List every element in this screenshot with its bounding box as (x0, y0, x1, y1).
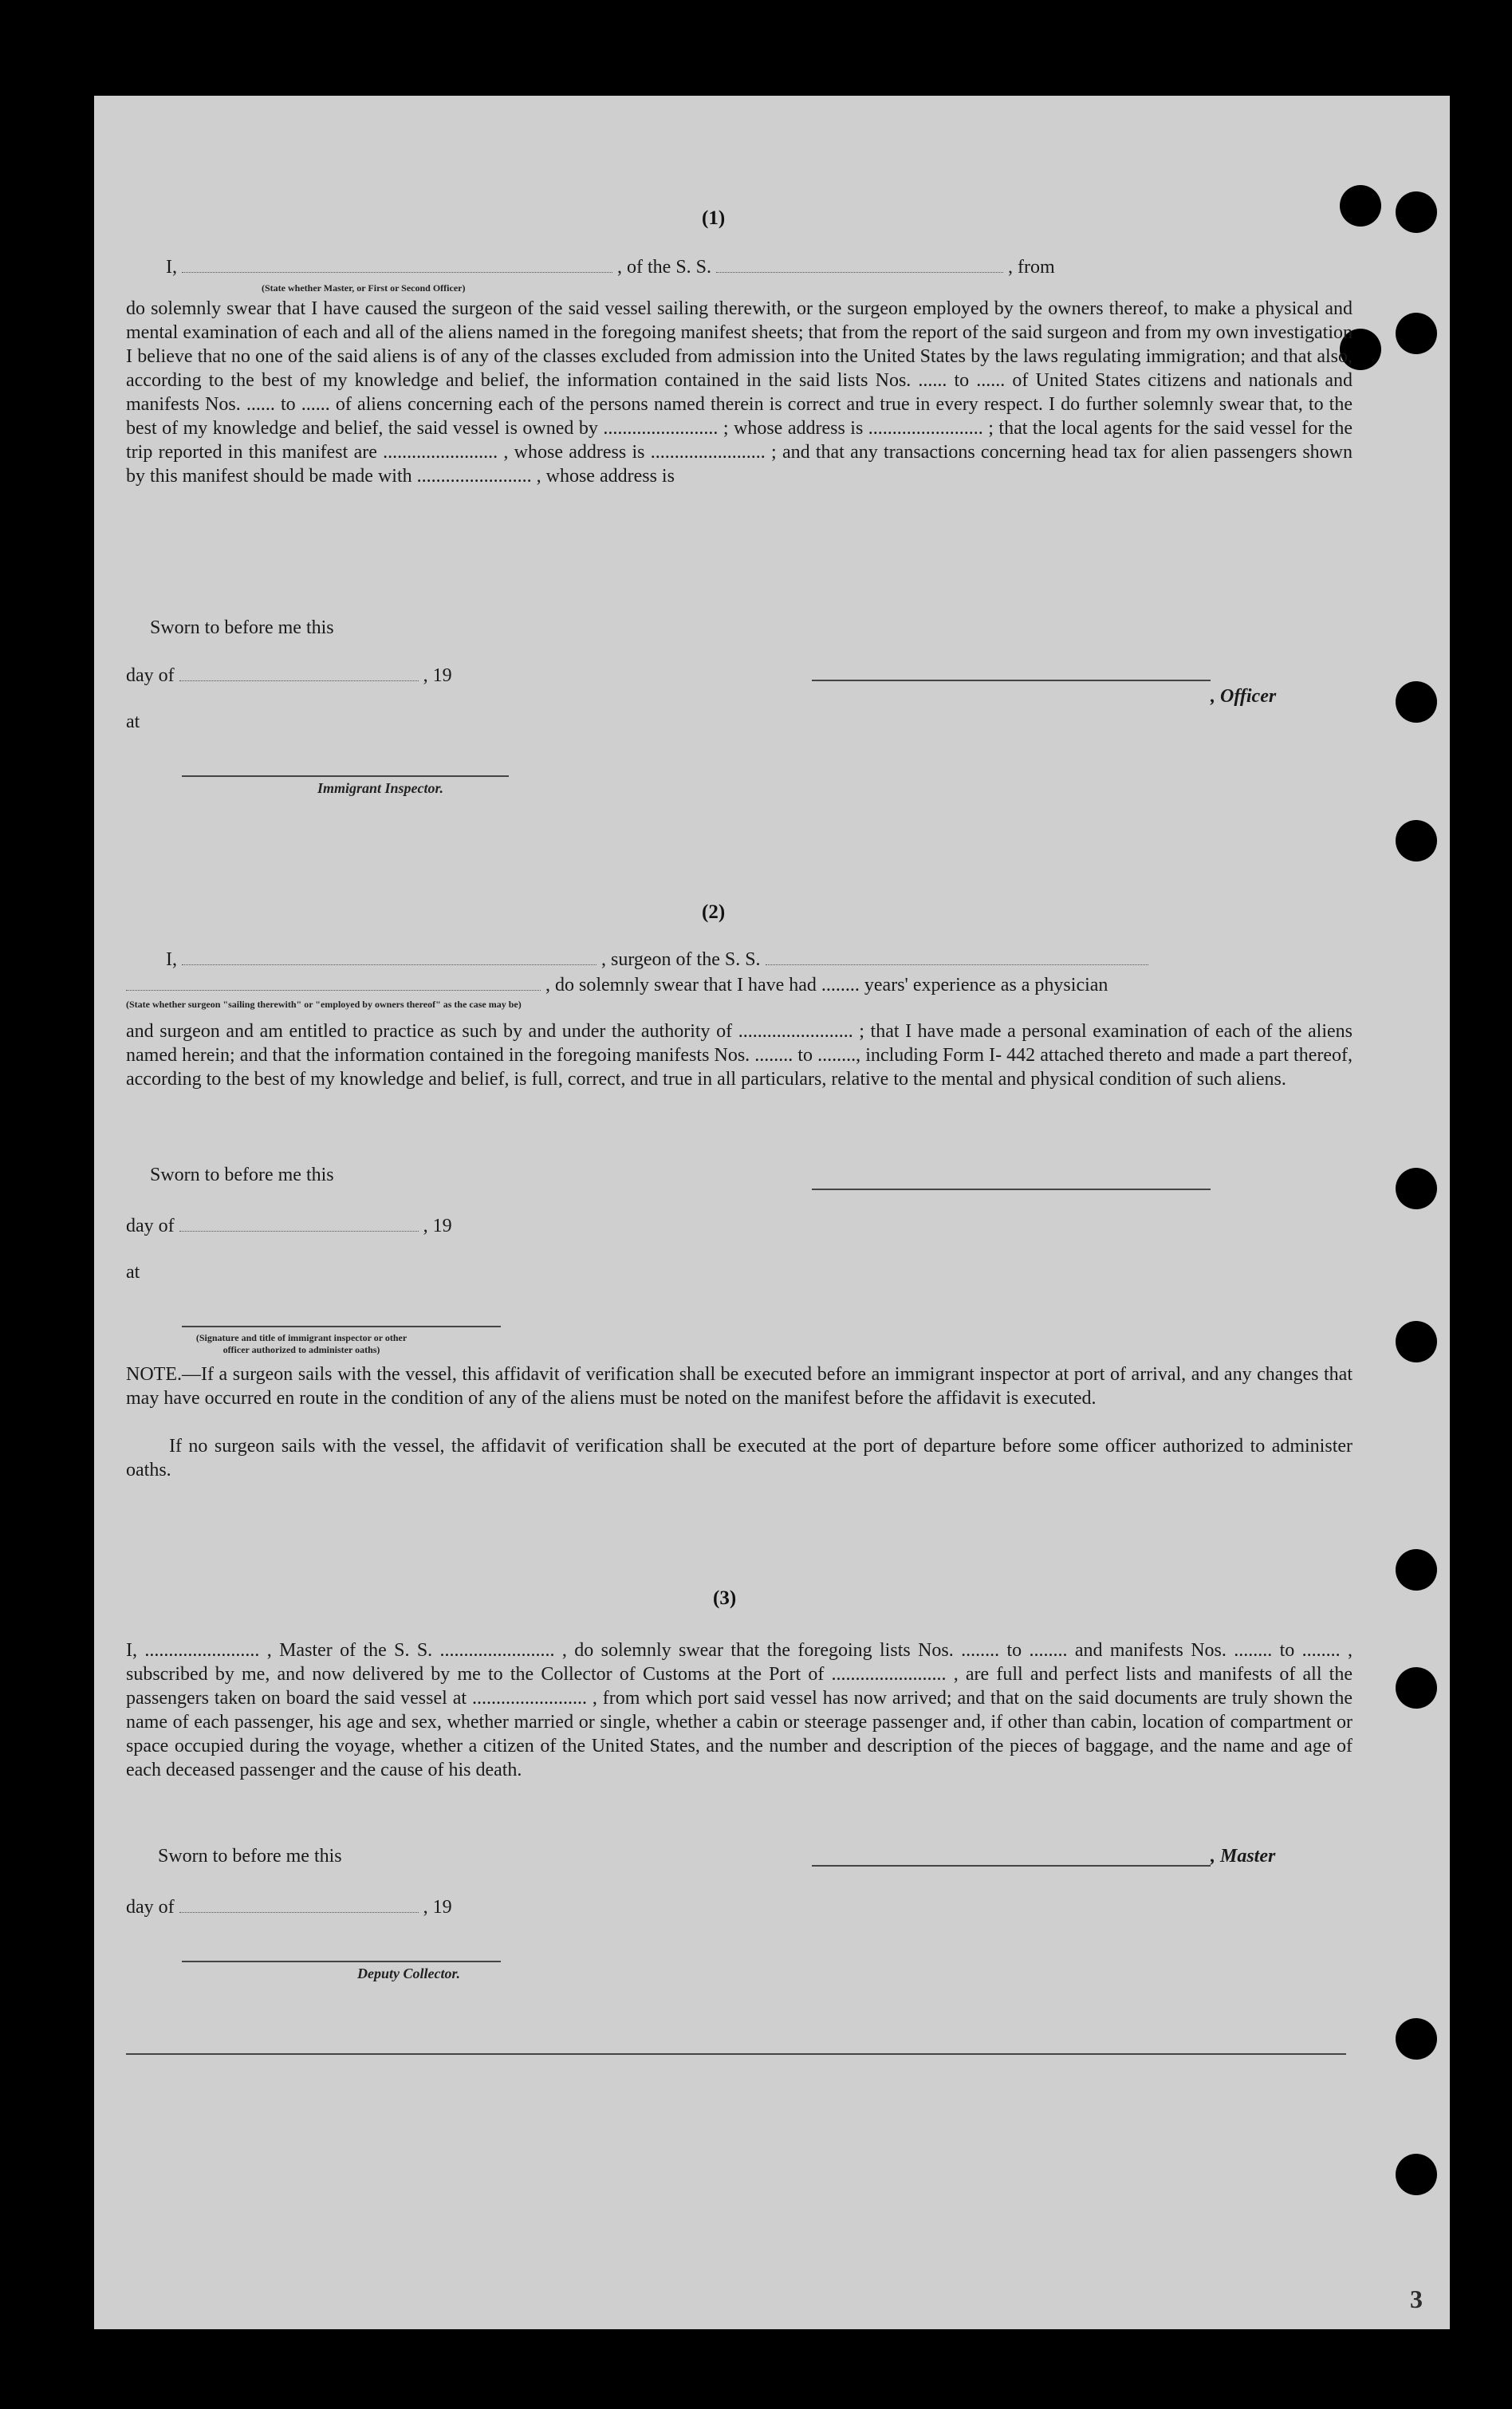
officer-note: (State whether Master, or First or Second Officer) (262, 282, 466, 294)
signature-line (182, 775, 509, 777)
section-3-paragraph: I, ........................ , Master of the S. S. ........................ , do solemnly swear that the foregoing lists Nos. ........ to ........ and manifests Nos. ........ to ........ , subscribed by me, and now delivered by me to the Collector of Customs at the Port of ........................ , are full and perfect lists and manifests of all the passengers taken on board the said vessel at ........................ , from which port said vessel has now arrived; and that on the said documents are truly shown the name of each passenger, his age and sex, whether married or single, whether a cabin or steerage passenger and, if other than cabin, location of compartment or space occupied during the voyage, whether a citizen of the United States, and the number and description of the pieces of baggage, and the name and age of each deceased passenger and the cause of his death. (126, 1640, 1353, 1780)
signature-line (182, 1961, 501, 1962)
sworn-line: Sworn to before me this (150, 617, 334, 638)
day-of-label: day of (126, 1897, 175, 1918)
document-sheet (94, 96, 1450, 2329)
day-of-line (126, 1214, 604, 1238)
day-of-label: day of (126, 1216, 175, 1236)
section-number: (3) (713, 1587, 737, 1609)
section-2-line-1 (166, 948, 1346, 972)
day-of-line (126, 664, 604, 688)
binder-hole (1396, 820, 1437, 861)
line-middle: , of the S. S. (617, 257, 712, 278)
line-end: , from (1008, 257, 1055, 278)
signature-line (812, 1865, 1211, 1867)
signature-line (812, 680, 1211, 681)
binder-hole (1396, 1667, 1437, 1709)
line-middle: , surgeon of the S. S. (601, 949, 761, 970)
officer-label: , Officer (1211, 686, 1277, 707)
sworn-line: Sworn to before me this (158, 1846, 342, 1867)
section-number: (2) (702, 901, 726, 923)
section-number: (1) (702, 207, 726, 229)
binder-hole (1396, 2154, 1437, 2195)
at-label: at (126, 1262, 140, 1283)
at-label: at (126, 712, 140, 732)
day-of-line (126, 1895, 604, 1919)
year-label: , 19 (423, 1897, 452, 1918)
section-2-line-2 (126, 973, 1354, 997)
immigrant-inspector-label: Immigrant Inspector. (317, 780, 444, 796)
binder-hole (1396, 1321, 1437, 1362)
signature-line (812, 1189, 1211, 1190)
section-2-paragraph: and surgeon and am entitled to practice as such by and under the authority of ........................ ; that I have made a personal examination of each of the aliens named herein; and that the information contained in the foregoing manifests Nos. ........ to ........, including Form I- 442 attached thereto and made a part thereof, according to the best of my knowledge and belief, is full, correct, and true in all particulars, relative to the mental and physical condition of such aliens. (126, 1021, 1353, 1090)
signature-line (182, 1326, 501, 1327)
note-text: NOTE.—If a surgeon sails with the vessel, this affidavit of verification shall be executed before an immigrant inspector at port of arrival, and any changes that may have occurred en route in the condition of any of the aliens must be noted on the manifest before the affidavit is executed. (126, 1364, 1353, 1409)
deputy-collector-label: Deputy Collector. (357, 1965, 460, 1981)
line-prefix: I, (166, 257, 177, 278)
binder-hole (1396, 1549, 1437, 1591)
binder-hole (1396, 191, 1437, 233)
line-prefix: I, (166, 949, 177, 970)
binder-hole (1340, 185, 1381, 227)
binder-hole (1396, 2018, 1437, 2060)
master-label: , Master (1211, 1846, 1276, 1867)
note-text-2: If no surgeon sails with the vessel, the affidavit of verification shall be executed at the port of departure before some officer authorized to administer oaths. (126, 1436, 1353, 1480)
bottom-rule (126, 2053, 1346, 2055)
line-text: , do solemnly swear that I have had ........ years' experience as a physician (545, 975, 1108, 996)
margin-number: 3 (1410, 2285, 1423, 2313)
section-1-paragraph: do solemnly swear that I have caused the surgeon of the said vessel sailing therewith, or the surgeon employed by the owners thereof, to make a physical and mental examination of each and all of the aliens named in the foregoing manifest sheets; that from the report of the said surgeon and from my own investigation I believe that no one of the said aliens is of any of the classes excluded from admission into the United States by the laws regulating immigration; and that also, according to the best of my knowledge and belief, the information contained in the said lists Nos. ...... to ...... of United States citizens and nationals and manifests Nos. ...... to ...... of aliens concerning each of the persons named therein is correct and true in every respect. I do further solemnly swear that, to the best of my knowledge and belief, the said vessel is owned by ........................ ; whose address is ........................ ; that the local agents for the said vessel for the trip reported in this manifest are ........................ , whose address is ........................ ; and that any transactions concerning head tax for alien passengers shown by this manifest should be made with ........................ , whose address is (126, 298, 1353, 487)
year-label: , 19 (423, 1216, 452, 1236)
sworn-line: Sworn to before me this (150, 1165, 334, 1185)
day-of-label: day of (126, 665, 175, 686)
binder-hole (1396, 1168, 1437, 1209)
signature-note: (Signature and title of immigrant inspector or other officer authorized to administer oaths) (195, 1332, 408, 1355)
surgeon-note: (State whether surgeon "sailing therewith" or "employed by owners thereof" as the case may be) (126, 999, 522, 1010)
section-1-line-1 (166, 255, 1346, 279)
binder-hole (1396, 681, 1437, 723)
year-label: , 19 (423, 665, 452, 686)
binder-hole (1396, 313, 1437, 354)
